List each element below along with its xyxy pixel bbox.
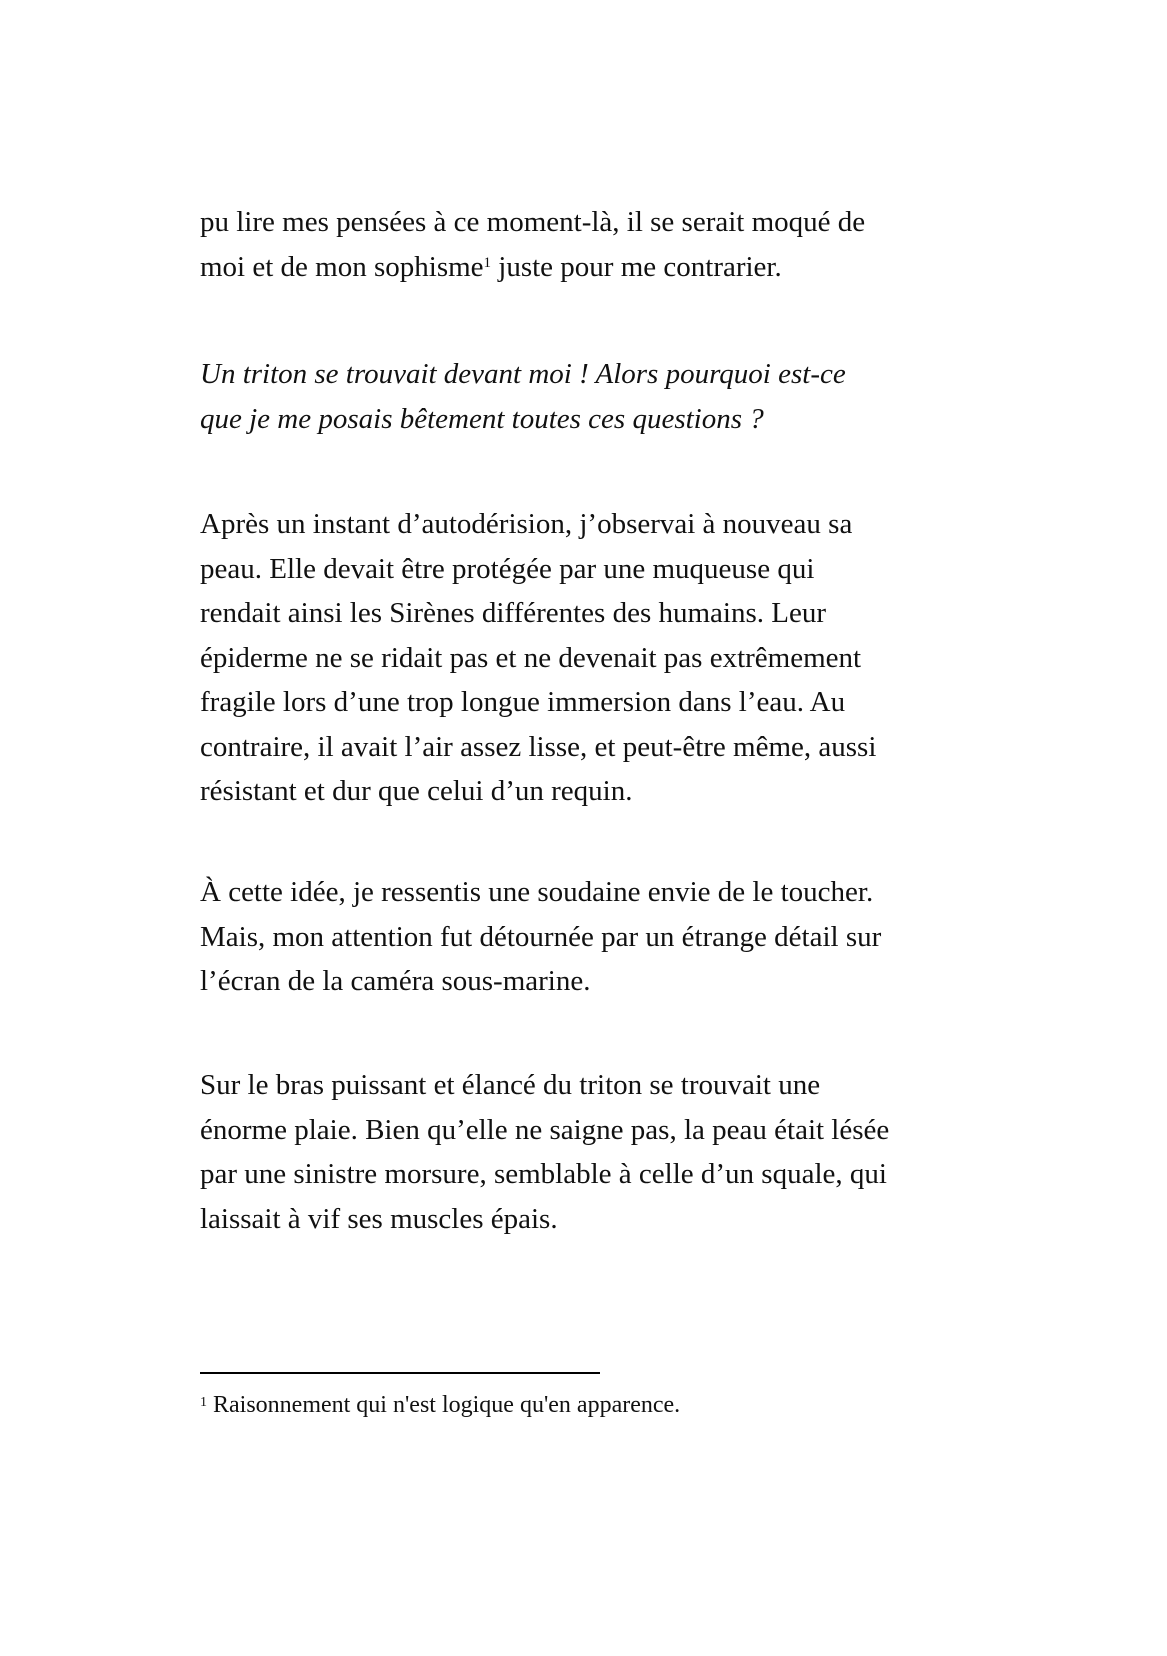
- footnote-ref[interactable]: 1: [483, 254, 492, 271]
- text-line: contraire, il avait l’air assez lisse, et peut-être même, aussi: [200, 730, 877, 763]
- footnote: [200, 1390, 680, 1420]
- paragraph-4: [200, 870, 980, 1004]
- text-line: laissait à vif ses muscles épais.: [200, 1202, 558, 1235]
- text-line: l’écran de la caméra sous-marine.: [200, 965, 591, 997]
- text-line: pu lire mes pensées à ce moment-là, il se serait moqué de: [200, 206, 866, 238]
- text-line: Sur le bras puissant et élancé du triton se trouvait une: [200, 1069, 821, 1101]
- footnote-number: 1: [200, 1395, 207, 1410]
- footnote-separator: [200, 1372, 600, 1374]
- text-line: [200, 245, 980, 290]
- footnote-text: Raisonnement qui n'est logique qu'en apparence.: [207, 1392, 681, 1418]
- text-line: par une sinistre morsure, semblable à celle d’un squale, qui: [200, 1158, 887, 1190]
- paragraph-2-italic: [200, 352, 980, 441]
- text-line: résistant et dur que celui d’un requin.: [200, 775, 633, 807]
- text-line: peau. Elle devait être protégée par une muqueuse qui: [200, 552, 815, 585]
- paragraph-1: [200, 200, 980, 289]
- text-line: énorme plaie. Bien qu’elle ne saigne pas, la peau était lésée: [200, 1113, 890, 1146]
- text-line: que je me posais bêtement toutes ces questions ?: [200, 402, 764, 435]
- text-fragment: juste pour me contrarier.: [491, 250, 782, 283]
- text-line: fragile lors d’une trop longue immersion dans l’eau. Au: [200, 686, 846, 718]
- text-line: Après un instant d’autodérision, j’observai à nouveau sa: [200, 508, 853, 540]
- text-line: Mais, mon attention fut détournée par un étrange détail sur: [200, 920, 882, 953]
- text-line: À cette idée, je ressentis une soudaine envie de le toucher.: [200, 876, 874, 908]
- paragraph-5: [200, 1063, 980, 1241]
- text-line: épiderme ne se ridait pas et ne devenait pas extrêmement: [200, 641, 862, 674]
- text-line: rendait ainsi les Sirènes différentes des humains. Leur: [200, 597, 827, 629]
- text-line: Un triton se trouvait devant moi ! Alors pourquoi est-ce: [200, 358, 846, 390]
- text-fragment: moi et de mon sophisme: [200, 250, 484, 283]
- paragraph-3: [200, 502, 980, 814]
